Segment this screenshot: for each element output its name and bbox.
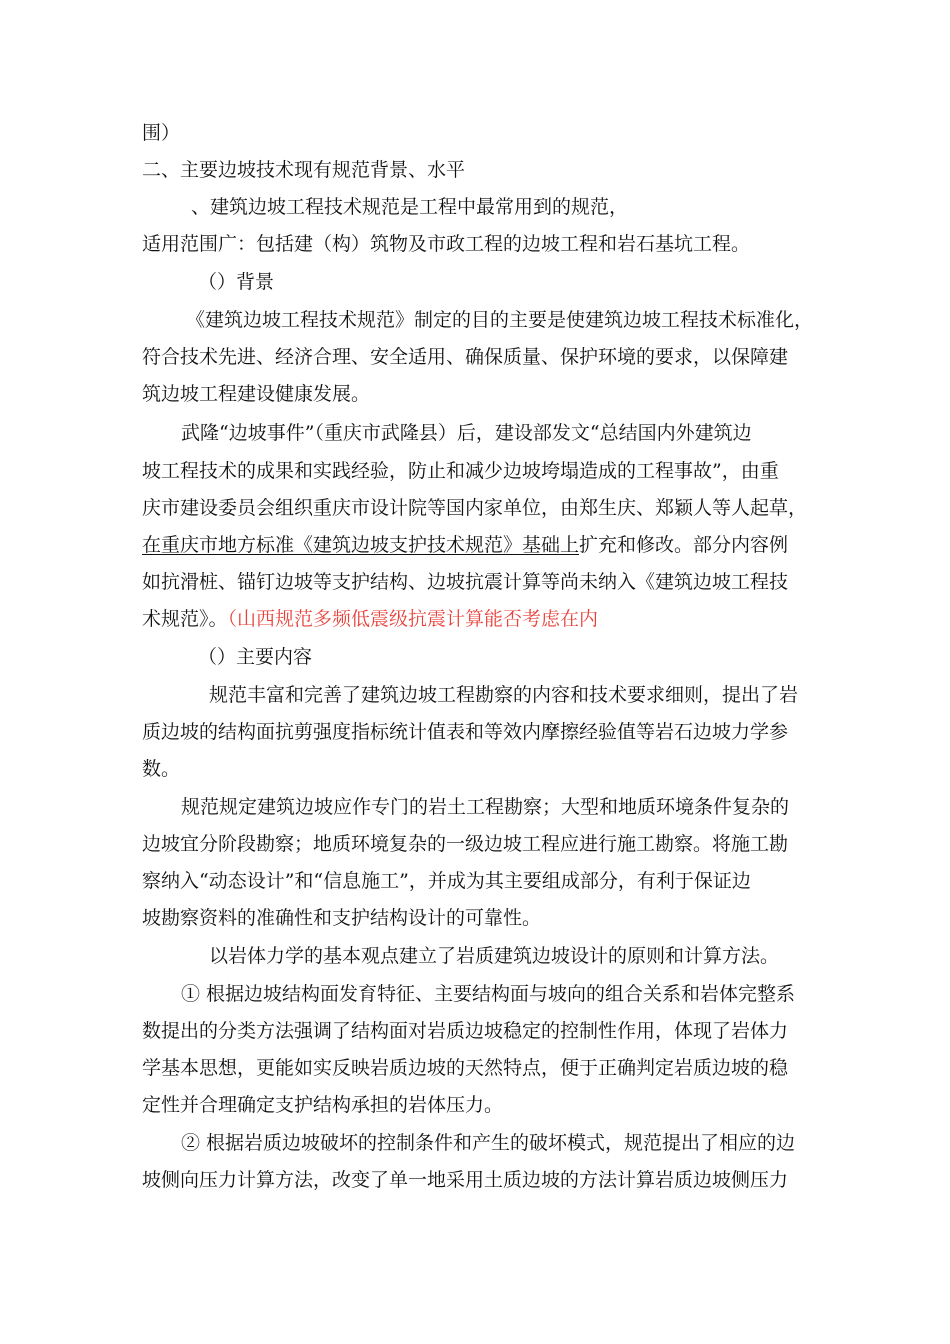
red-annotation: （山西规范多频低震级抗震计算能否考虑在内 — [227, 608, 599, 630]
text-line: 武隆“边坡事件”（重庆市武隆县）后，建设部发文“总结国内外建筑边 — [181, 422, 752, 444]
text-line — [142, 607, 598, 631]
text-line: 质边坡的结构面抗剪强度指标统计值表和等效内摩擦经验值等岩石边坡力学参 — [142, 721, 789, 743]
underlined-text: 在重庆市地方标准《建筑边坡支护技术规范》基础上 — [142, 534, 580, 556]
text-line: 察纳入“动态设计”和“信息施工”，并成为其主要组成部分，有利于保证边 — [142, 870, 751, 892]
subsection-heading-background: （）背景 — [198, 271, 275, 293]
text-line: 庆市建设委员会组织重庆市设计院等国内家单位，由郑生庆、郑颖人等人起草， — [142, 497, 808, 519]
subsection-heading-main-content: （）主要内容 — [198, 646, 313, 668]
text-span: 扩充和修改。部分内容例 — [579, 534, 789, 556]
text-line: 规范规定建筑边坡应作专门的岩土工程勘察；大型和地质环境条件复杂的 — [181, 796, 790, 818]
text-line: 符合技术先进、经济合理、安全适用、确保质量、保护环境的要求，以保障建 — [142, 346, 789, 368]
text-line: 数。 — [142, 758, 181, 780]
text-line: 边坡宜分阶段勘察；地质环境复杂的一级边坡工程应进行施工勘察。将施工勘 — [142, 833, 789, 855]
text-line: 坡侧向压力计算方法，改变了单一地采用土质边坡的方法计算岩质边坡侧压力 — [142, 1169, 789, 1191]
text-line: ① 根据边坡结构面发育特征、主要结构面与坡向的组合关系和岩体完整系 — [181, 983, 796, 1005]
text-line: 、建筑边坡工程技术规范是工程中最常用到的规范， — [191, 196, 629, 218]
section-heading: 二、主要边坡技术现有规范背景、水平 — [142, 159, 466, 181]
text-line: 数提出的分类方法强调了结构面对岩质边坡稳定的控制性作用，体现了岩体力 — [142, 1020, 789, 1042]
text-line: 围） — [142, 122, 181, 144]
text-line — [142, 533, 788, 557]
text-line: 筑边坡工程建设健康发展。 — [142, 383, 371, 405]
text-line: 如抗滑桩、锚钉边坡等支护结构、边坡抗震计算等尚未纳入《建筑边坡工程技 — [142, 571, 789, 593]
text-line: 定性并合理确定支护结构承担的岩体压力。 — [142, 1094, 504, 1116]
text-line: ② 根据岩质边坡破坏的控制条件和产生的破坏模式，规范提出了相应的边 — [181, 1132, 796, 1154]
text-line: 坡勘察资料的准确性和支护结构设计的可靠性。 — [142, 907, 542, 929]
text-line: 《建筑边坡工程技术规范》制定的目的主要是使建筑边坡工程技术标准化， — [186, 309, 814, 331]
text-line: 适用范围广：包括建（构）筑物及市政工程的边坡工程和岩石基坑工程。 — [142, 233, 751, 255]
text-line: 规范丰富和完善了建筑边坡工程勘察的内容和技术要求细则，提出了岩 — [209, 684, 799, 706]
text-span: 术规范》。 — [142, 608, 228, 630]
text-line: 学基本思想，更能如实反映岩质边坡的天然特点，便于正确判定岩质边坡的稳 — [142, 1057, 789, 1079]
text-line: 坡工程技术的成果和实践经验，防止和减少边坡垮塌造成的工程事故”，由重 — [142, 460, 779, 482]
text-line: 以岩体力学的基本观点建立了岩质建筑边坡设计的原则和计算方法。 — [209, 945, 780, 967]
